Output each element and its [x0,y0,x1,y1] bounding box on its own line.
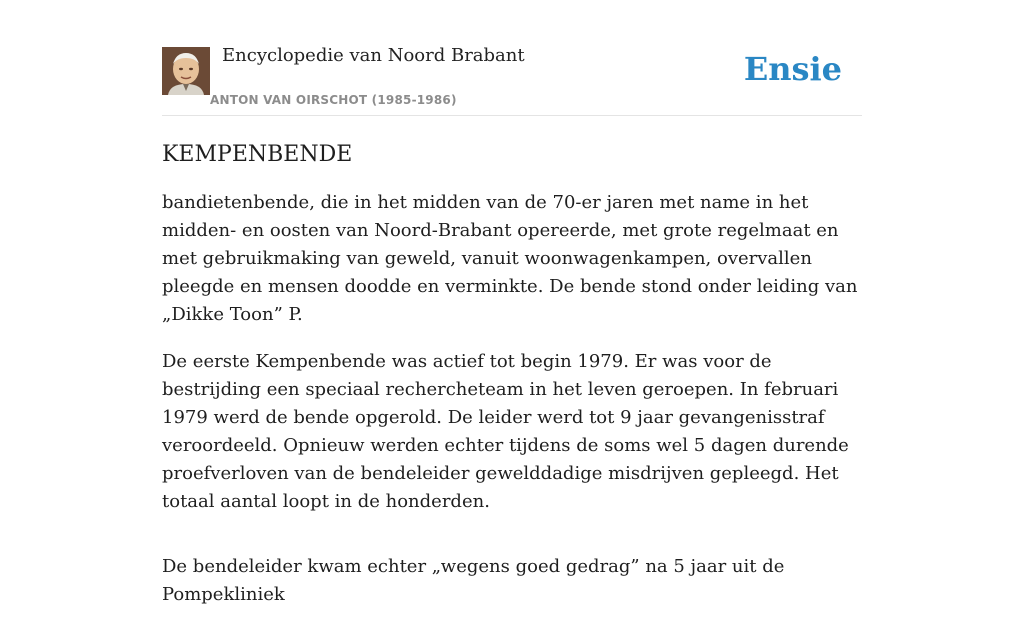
article-paragraph: bandietenbende, die in het midden van de 70-er jaren met name in het midden- en oosten van Noord-Brabant opereerde, met grote regelmaat en met gebruikmaking van geweld, vanuit woonwagenkampen, overvallen pleegde en mensen doodde en verminkte. De bende stond onder leiding van „Dikke Toon” P. [162,192,858,325]
article-paragraph: De eerste Kempenbende was actief tot begin 1979. Er was voor de bestrijding een speciaal rechercheteam in het leven geroepen. In februari 1979 werd de bende opgerold. De leider werd tot 9 jaar gevangenisstraf veroordeeld. Opnieuw werden echter tijdens de soms wel 5 dagen durende proefverloven van de bendeleider gewelddadige misdrijven gepleegd. Het totaal aantal loopt in de honderden. [162,351,849,512]
source-title[interactable]: Encyclopedie van Noord Brabant [222,45,525,66]
article-paragraph: De bendeleider kwam echter „wegens goed gedrag” na 5 jaar uit de Pompekliniek [162,556,785,605]
author-portrait-icon [162,47,210,95]
source-header [162,40,862,116]
author-name[interactable]: ANTON VAN OIRSCHOT (1985-1986) [210,93,457,107]
article-headword: KEMPENBENDE [162,142,353,167]
ensie-logo[interactable]: Ensie [743,50,842,88]
author-avatar[interactable] [162,47,210,95]
article [162,139,867,628]
